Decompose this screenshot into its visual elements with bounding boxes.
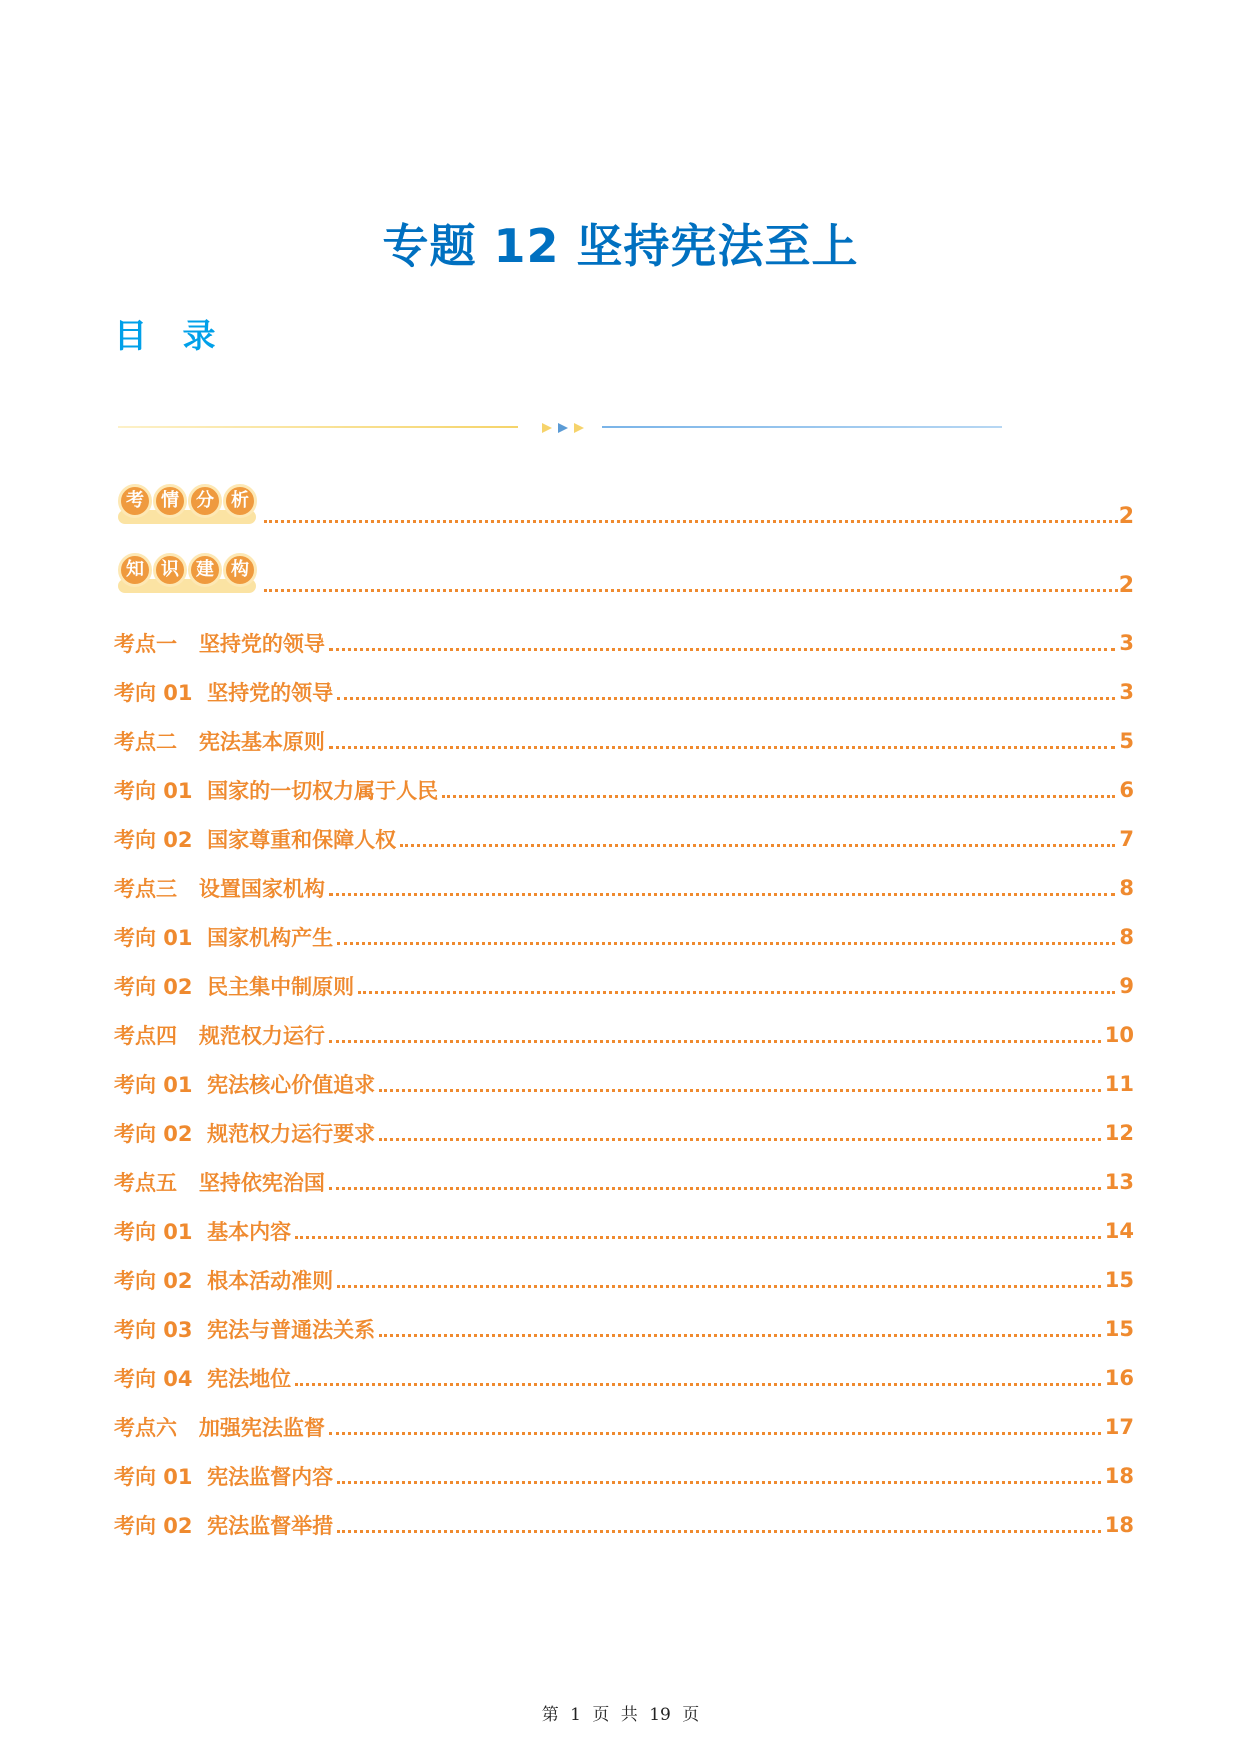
arrows-icon [528, 418, 598, 438]
badge-coin: 情 [153, 484, 187, 518]
toc-entry[interactable] [114, 814, 1134, 863]
toc-entry[interactable] [114, 1451, 1134, 1500]
dot-leader [295, 1236, 1101, 1239]
arrow-right-icon [542, 423, 552, 433]
badge-coin: 识 [153, 553, 187, 587]
toc-entry-label: 考向 01 宪法核心价值追求 [114, 1072, 376, 1097]
toc-entry-label: 考向 02 根本活动准则 [114, 1268, 334, 1293]
section-badge [114, 551, 260, 601]
toc-entry[interactable] [114, 1108, 1134, 1157]
section-badge [114, 482, 260, 532]
dot-leader [379, 1138, 1101, 1141]
decorative-divider [118, 418, 1008, 438]
toc-entry[interactable] [114, 618, 1134, 667]
arrow-right-icon [558, 423, 568, 433]
toc-entry-label: 考点三 设置国家机构 [114, 876, 325, 901]
page-number: 15 [1104, 1267, 1134, 1292]
page-number: 11 [1104, 1071, 1134, 1096]
badge-coin: 析 [223, 484, 257, 518]
dot-leader [400, 844, 1115, 847]
page-number: 6 [1119, 777, 1134, 802]
dot-leader [264, 589, 1124, 592]
toc-entry[interactable] [114, 863, 1134, 912]
page-number: 16 [1104, 1365, 1134, 1390]
toc-entry[interactable] [114, 1402, 1134, 1451]
toc-entry-label: 考向 01 基本内容 [114, 1219, 292, 1244]
divider-line-left [118, 426, 518, 428]
toc-entry[interactable] [114, 912, 1134, 961]
page-number: 3 [1119, 679, 1134, 704]
dot-leader [329, 1040, 1101, 1043]
badge-coin: 构 [223, 553, 257, 587]
dot-leader [337, 1285, 1101, 1288]
page-number: 9 [1119, 973, 1134, 998]
toc-entry[interactable] [114, 961, 1134, 1010]
page-number: 17 [1104, 1414, 1134, 1439]
divider-line-right [602, 426, 1002, 428]
badge-coin: 考 [118, 484, 152, 518]
toc-entry-label: 考向 01 国家的一切权力属于人民 [114, 778, 439, 803]
badge-coin: 分 [188, 484, 222, 518]
dot-leader [295, 1383, 1101, 1386]
toc-entry-label: 考向 02 宪法监督举措 [114, 1513, 334, 1538]
dot-leader [442, 795, 1115, 798]
toc-entry-label: 考向 02 国家尊重和保障人权 [114, 827, 397, 852]
toc-entry-label: 考点一 坚持党的领导 [114, 631, 325, 656]
dot-leader [337, 1530, 1101, 1533]
badge-coin: 建 [188, 553, 222, 587]
toc-entry[interactable] [114, 1157, 1134, 1206]
dot-leader [337, 942, 1115, 945]
page-number: 8 [1119, 875, 1134, 900]
page-number: 10 [1104, 1022, 1134, 1047]
toc-entry[interactable] [114, 1353, 1134, 1402]
dot-leader [329, 1432, 1101, 1435]
dot-leader [379, 1334, 1101, 1337]
toc-entry-label: 考向 01 国家机构产生 [114, 925, 334, 950]
toc-entry-label: 考点二 宪法基本原则 [114, 729, 325, 754]
page-number: 18 [1104, 1463, 1134, 1488]
page-number: 2 [1118, 573, 1134, 598]
toc-entry-label: 考向 01 坚持党的领导 [114, 680, 334, 705]
page-number: 3 [1119, 630, 1134, 655]
toc-entry[interactable] [114, 765, 1134, 814]
page-number: 7 [1119, 826, 1134, 851]
toc-entry[interactable] [114, 1255, 1134, 1304]
dot-leader [264, 520, 1124, 523]
badge-coin: 知 [118, 553, 152, 587]
toc-entry[interactable] [114, 1206, 1134, 1255]
page-number: 14 [1104, 1218, 1134, 1243]
toc-entry[interactable] [114, 1500, 1134, 1549]
dot-leader [379, 1089, 1101, 1092]
toc-entry-label: 考向 01 宪法监督内容 [114, 1464, 334, 1489]
dot-leader [337, 1481, 1101, 1484]
page-number: 8 [1119, 924, 1134, 949]
dot-leader [329, 648, 1115, 651]
toc-entry-label: 考向 02 民主集中制原则 [114, 974, 355, 999]
page-number: 18 [1104, 1512, 1134, 1537]
toc-heading: 目 录 [114, 316, 228, 355]
page-number: 12 [1104, 1120, 1134, 1145]
toc-entry-label: 考向 02 规范权力运行要求 [114, 1121, 376, 1146]
toc-entry[interactable] [114, 1059, 1134, 1108]
dot-leader [329, 1187, 1101, 1190]
toc-entry[interactable] [114, 716, 1134, 765]
toc-entry[interactable] [114, 1010, 1134, 1059]
toc-list [114, 618, 1134, 1549]
toc-entry-label: 考点六 加强宪法监督 [114, 1415, 325, 1440]
toc-section-exam-analysis[interactable] [114, 482, 1134, 542]
toc-entry-label: 考点五 坚持依宪治国 [114, 1170, 325, 1195]
dot-leader [358, 991, 1115, 994]
toc-entry-label: 考点四 规范权力运行 [114, 1023, 325, 1048]
page-number: 2 [1118, 504, 1134, 529]
page-number: 15 [1104, 1316, 1134, 1341]
toc-section-knowledge-structure[interactable] [114, 551, 1134, 611]
dot-leader [329, 746, 1115, 749]
page-title: 专题 12 坚持宪法至上 [382, 219, 859, 273]
toc-entry[interactable] [114, 1304, 1134, 1353]
toc-entry-label: 考向 04 宪法地位 [114, 1366, 292, 1391]
dot-leader [337, 697, 1115, 700]
toc-entry[interactable] [114, 667, 1134, 716]
page-number: 13 [1104, 1169, 1134, 1194]
dot-leader [329, 893, 1115, 896]
page-number: 5 [1119, 728, 1134, 753]
toc-entry-label: 考向 03 宪法与普通法关系 [114, 1317, 376, 1342]
arrow-right-icon [574, 423, 584, 433]
page-footer: 第 1 页 共 19 页 [541, 1705, 700, 1725]
